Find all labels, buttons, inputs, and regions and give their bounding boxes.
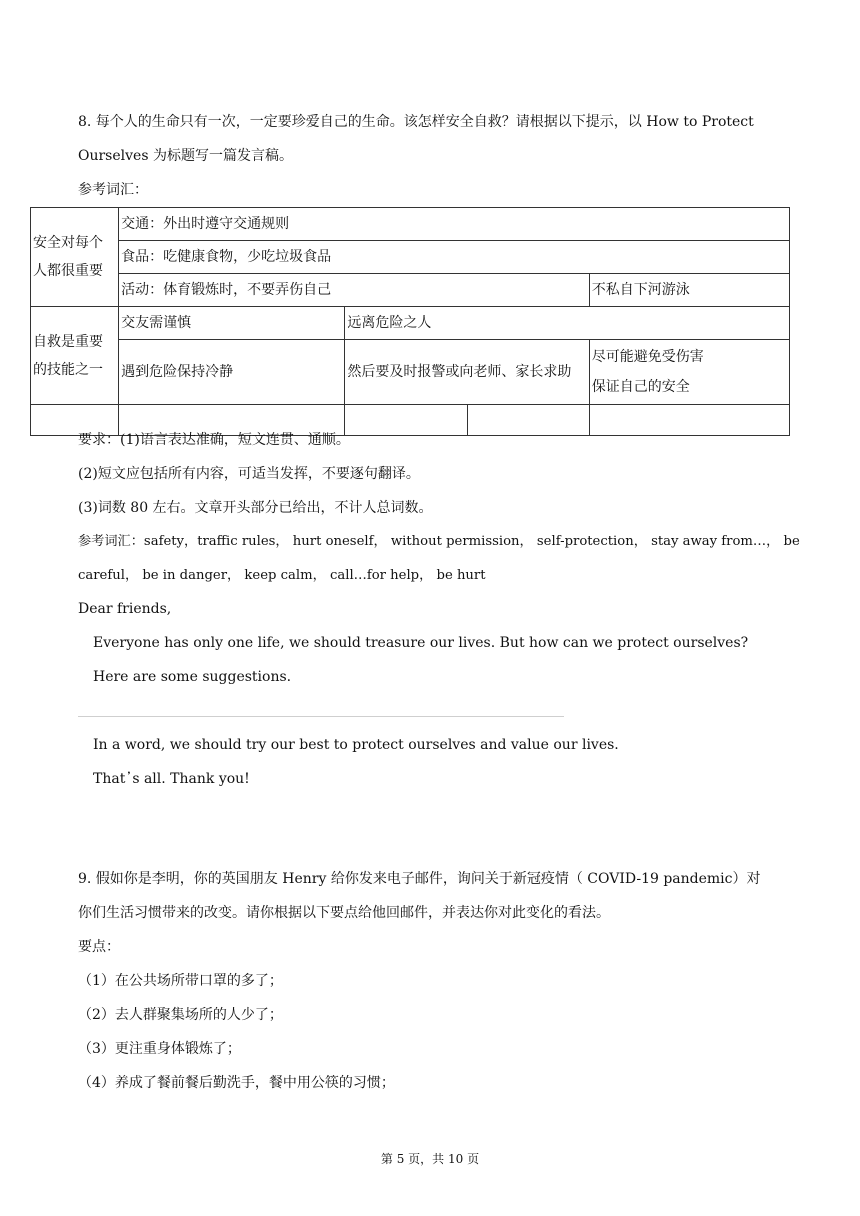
table-cell-avoid-line2: 保证自己的安全 <box>591 379 690 395</box>
table-group1-head: 安全对每个人都很重要 <box>31 208 119 307</box>
table-cell-traffic: 交通：外出时遵守交通规则 <box>119 208 790 241</box>
q9-points-label: 要点： <box>78 939 120 955</box>
table-cell-avoid-line1: 尽可能避免受伤害 <box>591 349 704 365</box>
q8-requirement-1: 要求：(1)语言表达准确，短文连贯、通顺。 <box>78 432 350 448</box>
table-cell-calm: 遇到危险保持冷静 <box>119 340 345 405</box>
q8-vocab-line2: careful， be in danger， keep calm， call…for help， be hurt <box>78 568 486 583</box>
q8-requirement-2: (2)短文应包括所有内容，可适当发挥，不要逐句翻译。 <box>78 466 420 482</box>
q8-requirement-3: (3)词数 80 左右。文章开头部分已给出，不计人总词数。 <box>78 500 433 516</box>
table-cell-avoid <box>589 340 789 405</box>
q9-point-2: （2）去人群聚集场所的人少了； <box>78 1007 283 1023</box>
table-cell-activity: 活动：体育锻炼时，不要弄伤自己 <box>119 274 590 307</box>
q9-point-4: （4）养成了餐前餐后勤洗手，餐中用公筷的习惯； <box>78 1075 395 1091</box>
table-cell-food: 食品：吃健康食物，少吃垃圾食品 <box>119 241 790 274</box>
q9-prompt-line1: 9. 假如你是李明，你的英国朋友 Henry 给你发来电子邮件，询问关于新冠疫情（ COVID-19 pandemic）对 <box>78 871 761 887</box>
q8-prompt-line1: 8. 每个人的生命只有一次，一定要珍爱自己的生命。该怎样安全自救？请根据以下提示，以 How to Protect <box>78 114 754 130</box>
table-empty-cell <box>345 405 467 436</box>
table-group2-head: 自救是重要的技能之一 <box>31 307 119 405</box>
q9-point-1: （1）在公共场所带口罩的多了； <box>78 973 283 989</box>
table-cell-no-swim: 不私自下河游泳 <box>589 274 789 307</box>
letter-closing-1: In a word, we should try our best to protect ourselves and value our lives. <box>93 737 619 753</box>
letter-greeting: Dear friends, <box>78 601 172 617</box>
letter-opening-2: Here are some suggestions. <box>93 669 292 685</box>
letter-closing-2: That᾽s all. Thank you! <box>93 771 250 787</box>
answer-blank-line <box>78 716 564 717</box>
q9-prompt-line2: 你们生活习惯带来的改变。请你根据以下要点给他回邮件，并表达你对此变化的看法。 <box>78 905 610 921</box>
table-empty-cell <box>589 405 789 436</box>
letter-opening-1: Everyone has only one life, we should treasure our lives. But how can we protect ourselves? <box>93 635 749 651</box>
q8-prompt-line2: Ourselves 为标题写一篇发言稿。 <box>78 148 293 164</box>
table-cell-away: 远离危险之人 <box>345 307 790 340</box>
page-footer: 第 5 页，共 10 页 <box>380 1152 480 1166</box>
q8-vocab-line1: 参考词汇：safety，traffic rules， hurt oneself， without permission， self-protection， stay away from…， be <box>78 534 800 549</box>
reference-table <box>30 207 790 436</box>
q9-point-3: （3）更注重身体锻炼了； <box>78 1041 241 1057</box>
table-cell-friends: 交友需谨慎 <box>119 307 345 340</box>
table-cell-report: 然后要及时报警或向老师、家长求助 <box>345 340 589 405</box>
q8-vocab-label: 参考词汇： <box>78 182 148 198</box>
table-empty-cell <box>467 405 589 436</box>
